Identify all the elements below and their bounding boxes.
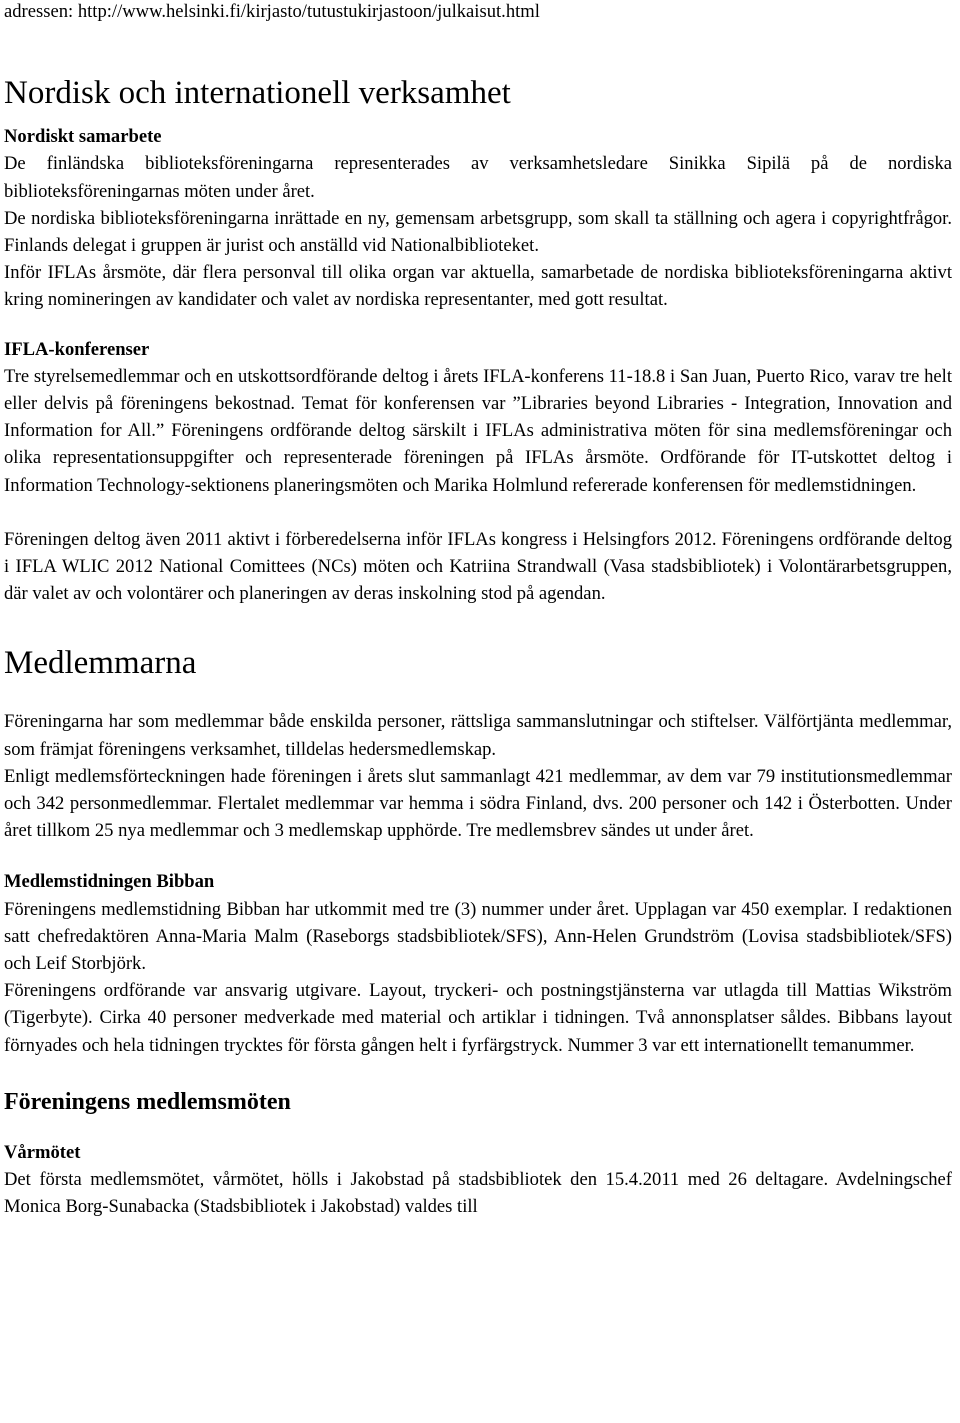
paragraph: Inför IFLAs årsmöte, där flera personval till olika organ var aktuella, samarbetade de nordiska biblioteksföreningarna aktivt kring nomineringen av kandidater och valet av nordiska representanter, med gott resultat. — [4, 262, 952, 311]
heading-meetings: Föreningens medlemsmöten — [4, 1088, 291, 1115]
document-page — [4, 0, 952, 1221]
paragraph: Det första medlemsmötet, vårmötet, hölls i Jakobstad på stadsbibliotek den 15.4.2011 med 26 deltagare. Avdelningschef Monica Borg-Sunabacka (Stadsbibliotek i Jakobstad) valdes till — [4, 1169, 952, 1218]
subheading-nordic-cooperation: Nordiskt samarbete — [4, 126, 162, 148]
paragraph: Föreningen deltog även 2011 aktivt i förberedelserna inför IFLAs kongress i Helsingfors 2012. Föreningens ordförande deltog i IFLA WLIC 2012 National Comittees (NCs) möten och Katriina Strandwall (Vasa stadsbibliotek) i Volontärarbetsgruppen, där valet av och volontärer och planeringen av deras inskolning stod på agendan. — [4, 528, 952, 605]
paragraph: Enligt medlemsförteckningen hade föreningen i årets slut sammanlagt 421 medlemmar, av dem var 79 institutionsmedlemmar och 342 personmedlemmar. Flertalet medlemmar var hemma i södra Finland, dvs. 200 personer och 142 i Österbotten. Under året tillkom 25 nya medlemmar och 3 medlemskap upphörde. Tre medlemsbrev sändes ut under året. — [4, 765, 952, 842]
subheading-ifla: IFLA-konferenser — [4, 338, 150, 360]
subheading-bibban: Medlemstidningen Bibban — [4, 871, 215, 893]
paragraph: Föreningarna har som medlemmar både enskilda personer, rättsliga sammanslutningar och stiftelser. Välförtjänta medlemmar, som främjat föreningens verksamhet, tilldelas hedersmedlemskap. — [4, 711, 952, 760]
paragraph: Föreningens medlemstidning Bibban har utkommit med tre (3) nummer under året. Upplagan var 450 exemplar. I redaktionen satt chefredaktören Anna-Maria Malm (Raseborgs stadsbibliotek/SFS), Ann-Helen Grundström (Lovisa stadsbibliotek/SFS) och Leif Storbjörk. — [4, 898, 952, 975]
paragraph: Tre styrelsemedlemmar och en utskottsordförande deltog i årets IFLA-konferens 11-18.8 i San Juan, Puerto Rico, varav tre helt eller delvis på föreningens bekostnad. Temat för konferensen var ”Libraries beyond Libraries - Integration, Innovation and Information for All.” Föreningens ordförande deltog särskilt i IFLAs administrativa möten för sina medlemsföreningar och olika representationsuppgifter och representerade föreningen på IFLAs årsmöte. Ordförande för IT-utskottet deltog i Information Technology-sektionens planeringsmöten och Marika Holmlund refererade konferensen för medlemstidningen. — [4, 365, 952, 496]
url-line: adressen: http://www.helsinki.fi/kirjasto/tutustukirjastoon/julkaisut.html — [4, 1, 540, 22]
paragraph: De nordiska biblioteksföreningarna inrättade en ny, gemensam arbetsgrupp, som skall ta ställning och agera i copyrightfrågor. Finlands delegat i gruppen är jurist och anställd vid Nationalbiblioteket. — [4, 207, 952, 257]
heading-nordic: Nordisk och internationell verksamhet — [4, 75, 511, 112]
heading-members: Medlemmarna — [4, 645, 197, 682]
paragraph: Föreningens ordförande var ansvarig utgivare. Layout, tryckeri- och postningstjänsterna var utlagda till Mattias Wikström (Tigerbyte). Cirka 40 personer medverkade med material och artiklar i tidningen. Två annonsplatser såldes. Bibbans layout förnyades och hela tidningen trycktes för första gången helt i fyrfärgstryck. Nummer 3 var ett internationellt temanummer. — [4, 980, 952, 1056]
subheading-spring-meeting: Vårmötet — [4, 1141, 81, 1163]
paragraph: De finländska biblioteksföreningarna representerades av verksamhetsledare Sinikka Sipilä på de nordiska biblioteksföreningarnas möten under året. — [4, 153, 952, 202]
